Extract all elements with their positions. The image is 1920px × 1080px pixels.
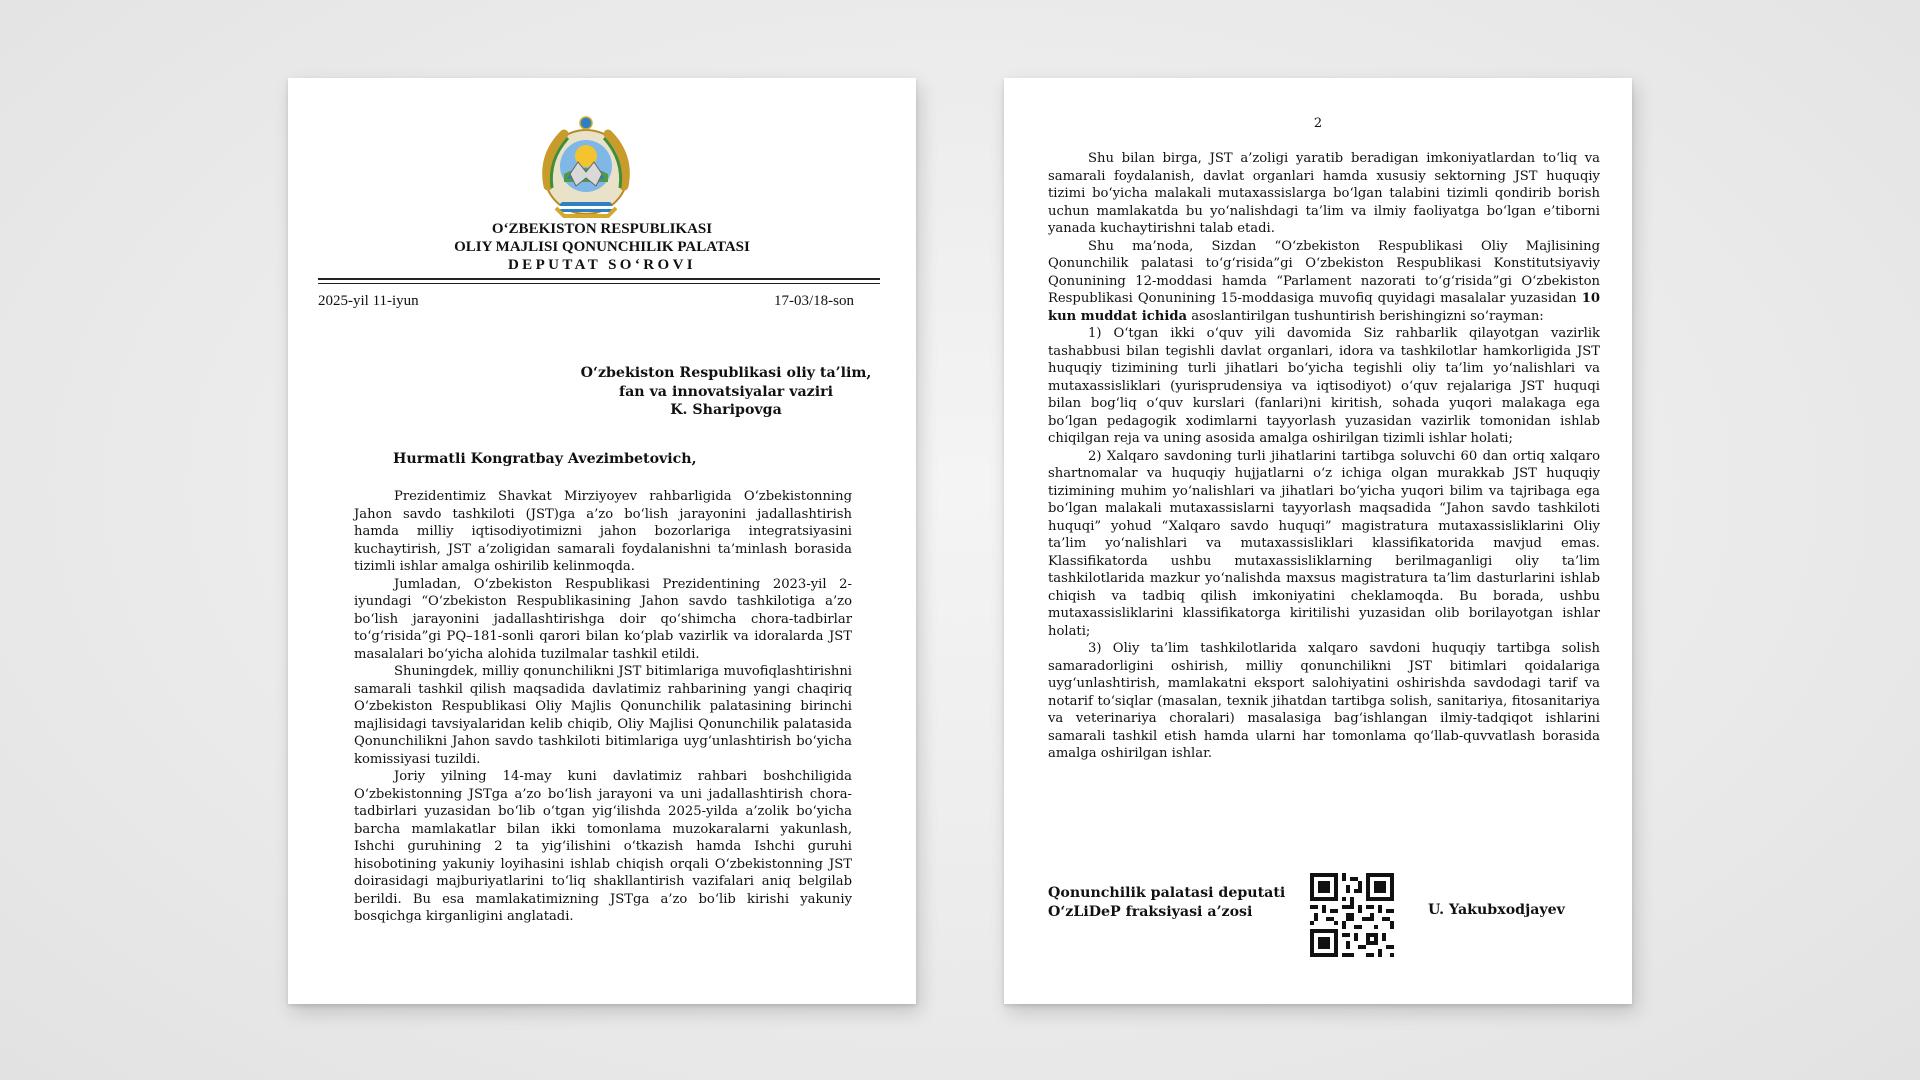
signatory-name: U. Yakubxodjayev xyxy=(1428,902,1565,918)
paragraph: Jumladan, O‘zbekiston Respublikasi Prezidentining 2023-yil 2-iyundagi “O‘zbekiston Respublikasining Jahon savdo tashkilotiga a’zo bo‘lish jarayonini jadallashtirishga doir qo‘shimcha chora-tadbirlar to‘g‘risida”gi PQ–181-sonli qarori bilan ko‘plab vazirlik va idoralarda JST masalalari bo‘yicha alohida tuzilmalar tashkil etildi. xyxy=(354,576,852,662)
paragraph: Joriy yilning 14-may kuni davlatimiz rahbari boshchiligida O‘zbekistonning JSTga a’zo bo‘lish jarayoni va uni jadallashtirish chora-tadbirlari yuzasidan bo‘lib o‘tgan yig‘ilishda 2025-yilda a’zolik bo‘yicha barcha mamlakatlar bilan ikki tomonlama muzokaralarni yakunlash, Ishchi guruhining 2 ta yig‘ilishini o‘tkazish hamda Ishchi guruhi hisobotining yakuniy loyihasini ishlab chiqish orqali O‘zbekistonning JST doirasidagi majburiyatlarini to‘liq shakllantirish vazifalari aniq belgilab berildi. Bu esa mamlakatimizning JSTga a’zo bo‘lib kirishi yakuniy bosqichga kirganligini anglatadi. xyxy=(354,769,852,924)
deadline-emphasis: 10 kun muddat ichida xyxy=(1048,291,1600,324)
paragraph: Prezidentimiz Shavkat Mirziyoyev rahbarligida O‘zbekistonning Jahon savdo tashkiloti (JST)ga a’zo bo‘lish jarayonini jadallashtirish hamda milliy iqtisodiyotimizni jahon bozorlariga integratsiyasini kuchaytirish, JST a’zoligidan samarali foydalanishni ta’minlash borasida tizimli ishlar amalga oshirilib kelinmoqda. xyxy=(354,489,852,574)
page1-body xyxy=(354,488,852,926)
greeting: Hurmatli Kongratbay Avezimbetovich, xyxy=(393,451,697,467)
signatory-position xyxy=(1048,884,1285,921)
document-type: DEPUTAT SO‘ROVI xyxy=(507,257,697,273)
document-number: 17-03/18-son xyxy=(774,293,854,309)
request-text-end: asoslantirilgan tushuntirish berishingizni so‘rayman: xyxy=(1187,308,1544,324)
request-paragraph xyxy=(1048,238,1600,326)
qr-code-icon xyxy=(1310,873,1394,957)
addressee-line-1: O‘zbekiston Respublikasi oliy ta’lim, xyxy=(580,365,872,381)
issuer-country: O‘ZBEKISTON RESPUBLIKASI xyxy=(491,221,713,237)
issuer-chamber: OLIY MAJLISI QONUNCHILIK PALATASI xyxy=(454,239,750,255)
addressee-line-3: K. Sharipovga xyxy=(670,402,782,418)
paragraph: Shuningdek, milliy qonunchilikni JST bitimlariga muvofiqlashtirishni samarali tashkil qilish maqsadida davlatimiz rahbarining yangi chaqiriq O‘zbekiston Respublikasi Oliy Majlis Qonunchilik palatasining birinchi majlisidagi tavsiyalaridan kelib chiqib, Oliy Majlisi Qonunchilik palatasida Qonunchilikni Jahon savdo tashkiloti bitimlariga uyg‘unlashtirish bo‘yicha komissiyasi tuzildi. xyxy=(354,664,852,767)
page2-body xyxy=(1048,150,1600,763)
signatory-position-line-2: O‘zLiDeP fraksiyasi a’zosi xyxy=(1048,903,1253,920)
request-text-start: Shu ma’noda, Sizdan “O‘zbekiston Respublikasi Oliy Majlisining Qonunchilik palatasi to‘g‘risida”gi O‘zbekiston Respublikasi Konstitutsiyaviy Qonunining 12-moddasi hamda “Parlament nazorati to‘g‘risida”gi O‘zbekiston Respublikasi Qonunining 15-moddasiga muvofiq quyidagi masalalar yuzasidan xyxy=(1048,238,1600,306)
document-page-1 xyxy=(288,78,916,1004)
addressee-line-2: fan va innovatsiyalar vaziri xyxy=(619,383,833,400)
request-item: 3) Oliy ta’lim tashkilotlarida xalqaro savdoni huquqiy tartibga solish samaradorligini oshirish, milliy qonunchilikni JST bitimlari qoidalariga uyg‘unlashtirish, mamlakatni eksport salohiyatini oshirishda savdodagi tarif va notarif to‘siqlar (masalan, texnik jihatdan tartibga solish, sanitariya, fitosanitariya va veterinariya choralari) masalasiga bag‘ishlangan ilmiy-tadqiqot ishlarini samarali tashkil etish hamda ularni har tomonlama qo‘llab-quvvatlash borasida amalga oshirilgan ishlar. xyxy=(1048,641,1600,761)
document-date: 2025-yil 11-iyun xyxy=(318,293,419,309)
page-number: 2 xyxy=(1313,116,1323,131)
request-item: 1) O‘tgan ikki o‘quv yili davomida Siz rahbarlik qilayotgan vazirlik tashabbusi bilan tegishli davlat organlari, idora va tashkilotlar hamkorligida JST huquqiy tizimining turli jihatlari bo‘yicha tegishli oliy ta’lim yo‘nalishlari va mutaxassisliklari (yurisprudensiya va iqtisodiyot) o‘quv rejalariga JST huquqi bilan bog‘liq o‘quv kurslari (fanlari)ni kiritish, sohada yuqori malakaga ega bo‘lgan pedagogik xodimlarni tayyorlash yuzasidan vazirlik tomonidan ishlab chiqilgan reja va uning asosida amalga oshirilgan tizimli ishlar holati; xyxy=(1048,326,1600,446)
paragraph: Shu bilan birga, JST a’zoligi yaratib beradigan imkoniyatlardan to‘liq va samarali foydalanish, davlat organlari hamda xususiy sektorning JST huquqiy tizimi bo‘yicha malakali mutaxassislarga bo‘lgan talabini tizimli qondirib borish uchun mamlakatda bu yo‘nalishdagi ta’lim va ilmiy faoliyatga bo‘lgan e’tiborni yanada kuchaytirishni talab etadi. xyxy=(1048,151,1600,236)
signatory-position-line-1: Qonunchilik palatasi deputati xyxy=(1048,885,1286,901)
request-item: 2) Xalqaro savdoning turli jihatlarini tartibga soluvchi 60 dan ortiq xalqaro shartnomalar va huquqiy hujjatlarni o‘z ichiga olgan murakkab JST huquqiy tizimining muhim yo‘nalishlari va jihatlari bo‘yicha yuqori bilim va tajribaga ega bo‘lgan malakali mutaxassislarni tayyorlash maqsadida “Jahon savdo tashkiloti huquqi” yohud “Xalqaro savdo huquqi” magistratura mutaxassisliklarini Oliy ta’lim yo‘nalishlari va mutaxassisliklari klassifikatorida mavjud emas. Klassifikatorda ushbu mutaxassisliklarning berilmaganligi oliy ta’lim tashkilotlarida mazkur yo‘nalishda maxsus magistratura ta’lim dasturlarini ishlab chiqish va tadbiq qilish imkoniyatini cheklamoqda. Bu borada, ushbu mutaxassisliklarini klassifikatorga kiritilishi yuzasidan olib borilayotgan ishlar holati; xyxy=(1048,448,1600,639)
document-page-2 xyxy=(1004,78,1632,1004)
uzbekistan-emblem-icon xyxy=(534,116,638,224)
header-rule-thin xyxy=(318,283,880,284)
header-rule-thick xyxy=(318,278,880,280)
